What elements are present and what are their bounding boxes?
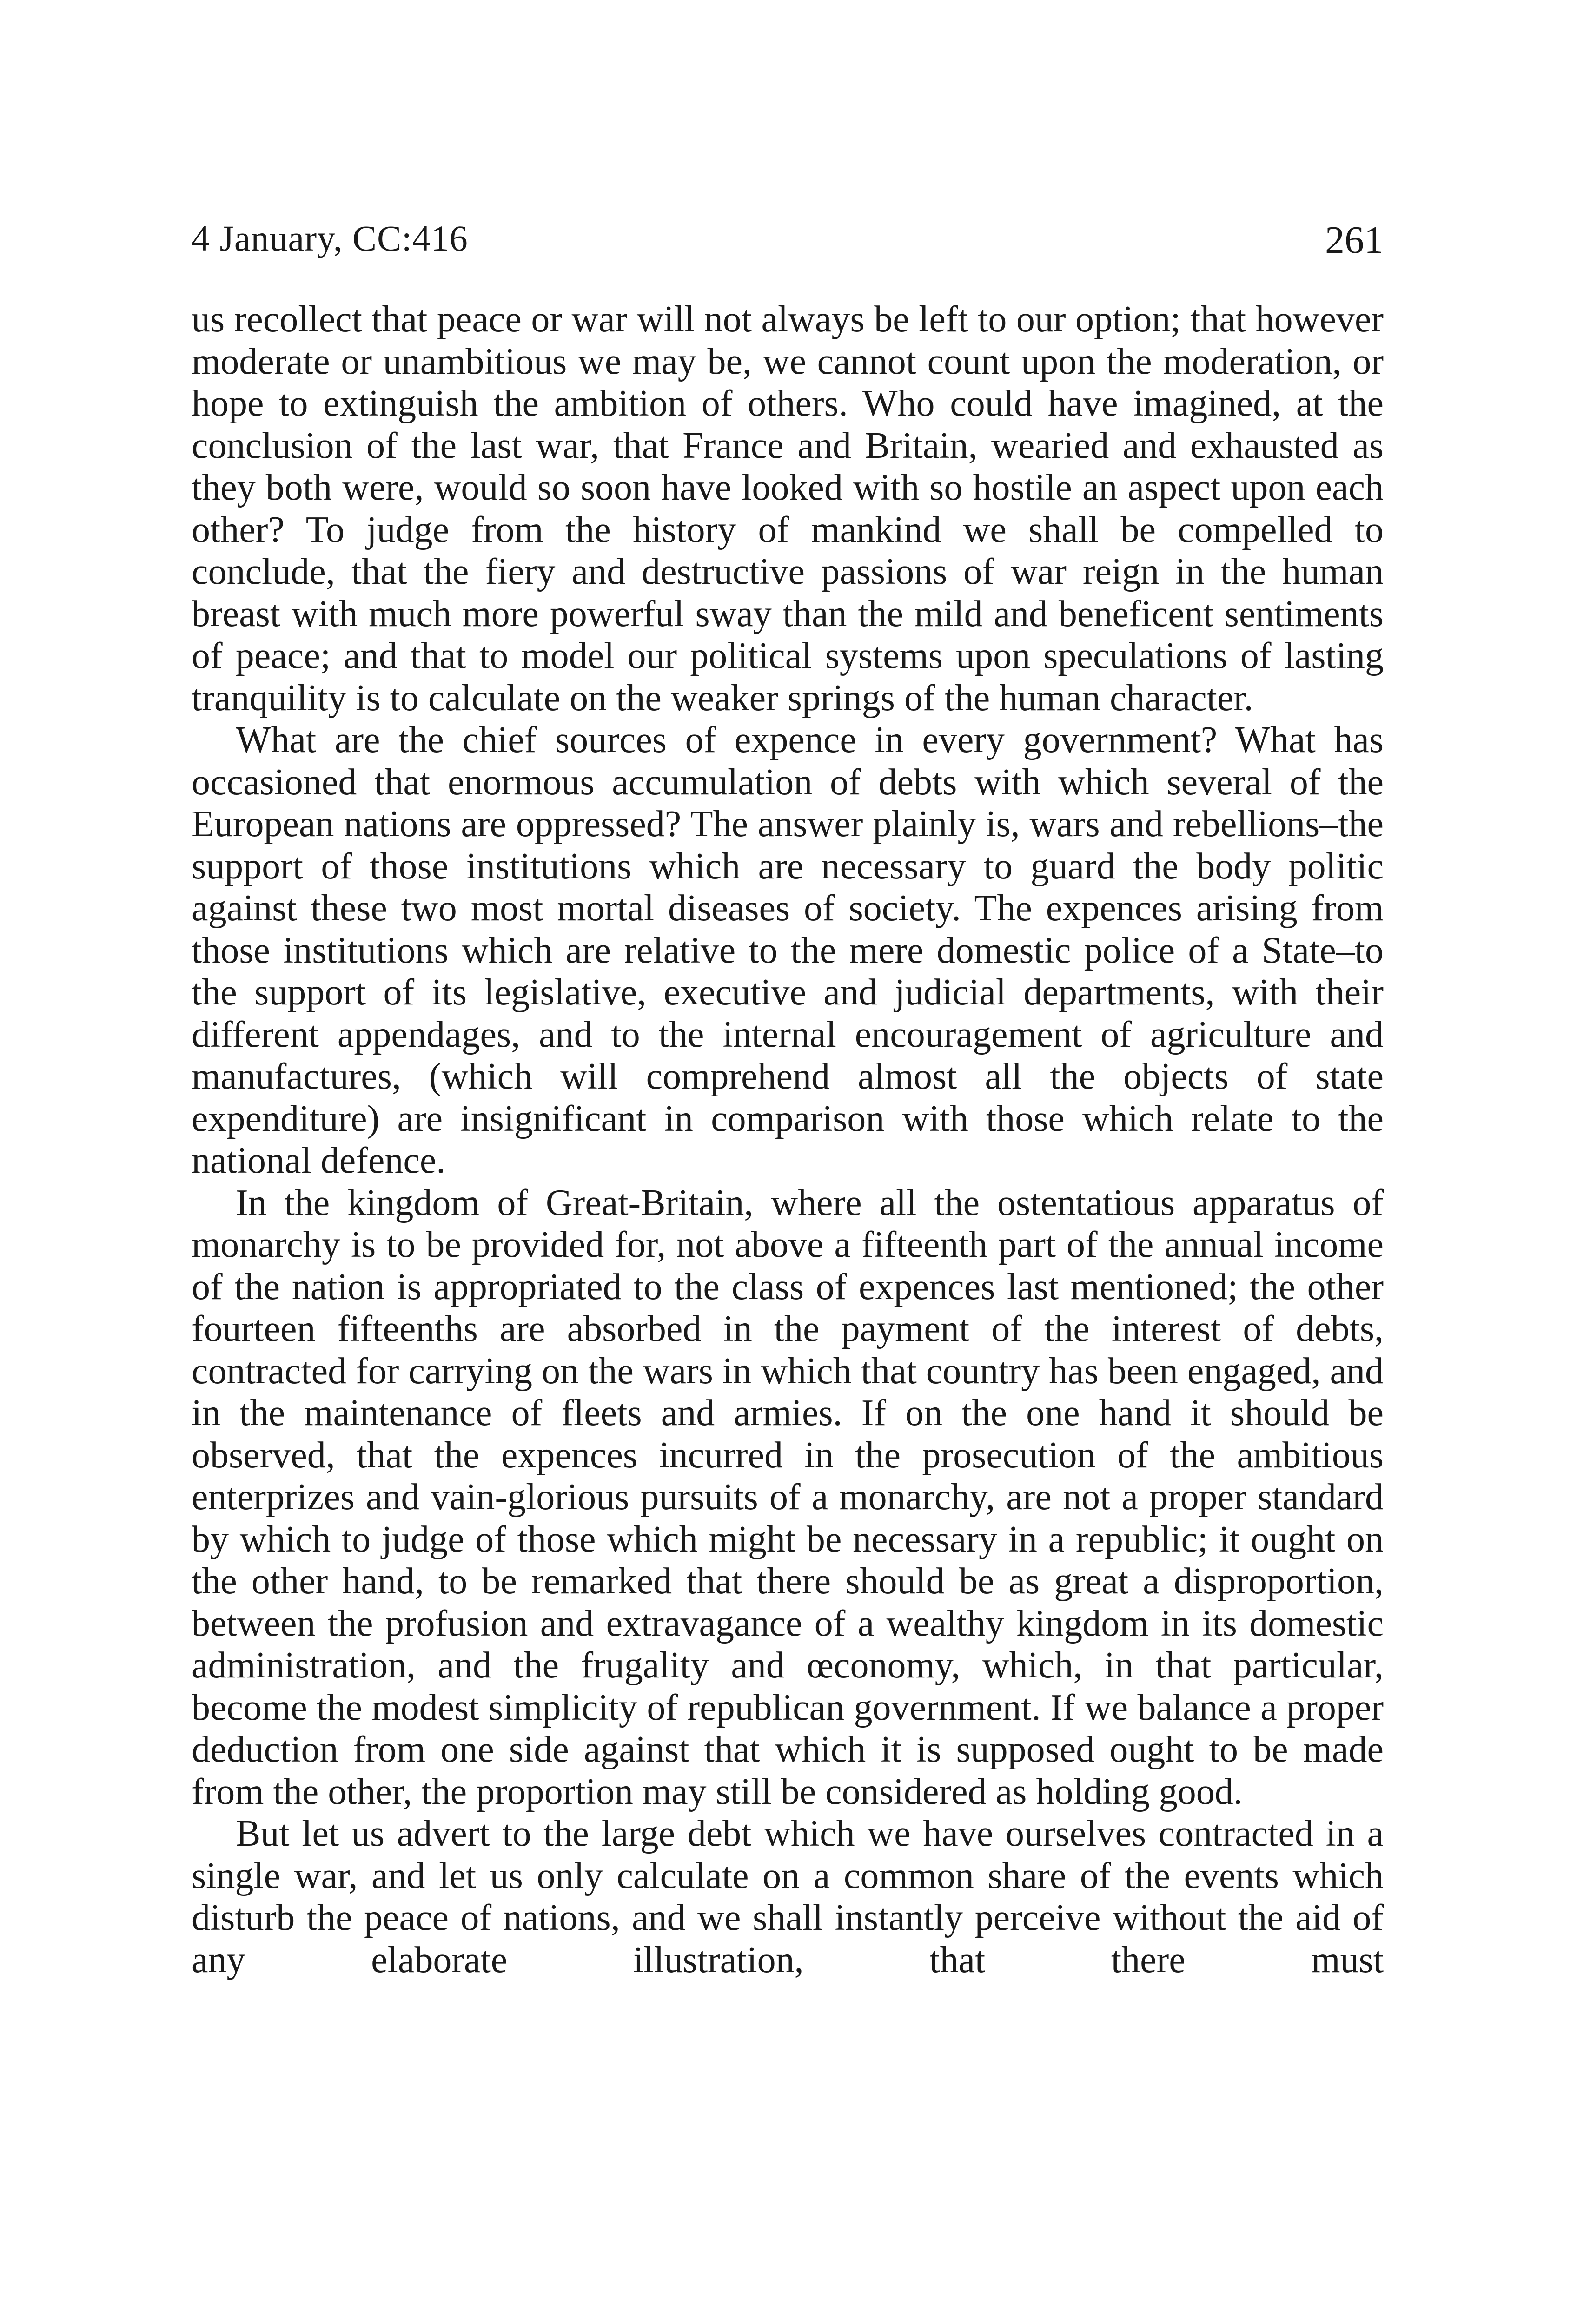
body-text xyxy=(192,298,1384,1981)
paragraph-2: What are the chief sources of expence in every government? What has occasioned that enormous accumulation of debts with which several of the European nations are oppressed? The answer plainly is, wars and rebellions–the support of those institutions which are necessary to guard the body politic against these two most mortal diseases of society. The expences arising from those institutions which are relative to the mere domestic police of a State–to the support of its legislative, executive and judicial departments, with their different appendages, and to the internal encouragement of agriculture and manufactures, (which will comprehend almost all the objects of state expenditure) are insignificant in comparison with those which relate to the national defence. xyxy=(192,720,1384,1181)
page-number: 261 xyxy=(1325,218,1384,262)
running-head xyxy=(192,218,1384,269)
paragraph-4: But let us advert to the large debt which we have ourselves contracted in a single war, and let us only calculate on a common share of the events which disturb the peace of nations, and we shall instantly perceive without the aid of any elaborate illustration, that there must xyxy=(192,1813,1384,1981)
paragraph-1: us recollect that peace or war will not always be left to our option; that however moderate or unambitious we may be, we cannot count upon the moderation, or hope to extinguish the ambition of others. Who could have imagined, at the conclusion of the last war, that France and Britain, wearied and exhausted as they both were, would so soon have looked with so hostile an aspect upon each other? To judge from the history of mankind we shall be compelled to conclude, that the fiery and destructive passions of war reign in the human breast with much more powerful sway than the mild and beneficent sentiments of peace; and that to model our political systems upon speculations of lasting tranquility is to calculate on the weaker springs of the human character. xyxy=(192,299,1384,719)
paragraph-3: In the kingdom of Great-Britain, where all the ostentatious apparatus of monarchy is to be provided for, not above a fifteenth part of the annual income of the nation is appropriated to the class of expences last mentioned; the other fourteen fifteenths are absorbed in the payment of the interest of debts, contracted for carrying on the wars in which that country has been engaged, and in the maintenance of fleets and armies. If on the one hand it should be observed, that the expences incurred in the prosecution of the ambitious enterprizes and vain-glorious pursuits of a monarchy, are not a proper standard by which to judge of those which might be necessary in a republic; it ought on the other hand, to be remarked that there should be as great a disproportion, between the profusion and extravagance of a wealthy kingdom in its domestic administration, and the frugality and œconomy, which, in that particular, become the modest simplicity of republican government. If we balance a proper deduction from one side against that which it is supposed ought to be made from the other, the proportion may still be considered as holding good. xyxy=(192,1182,1384,1812)
running-head-title: 4 January, CC:416 xyxy=(192,218,468,258)
